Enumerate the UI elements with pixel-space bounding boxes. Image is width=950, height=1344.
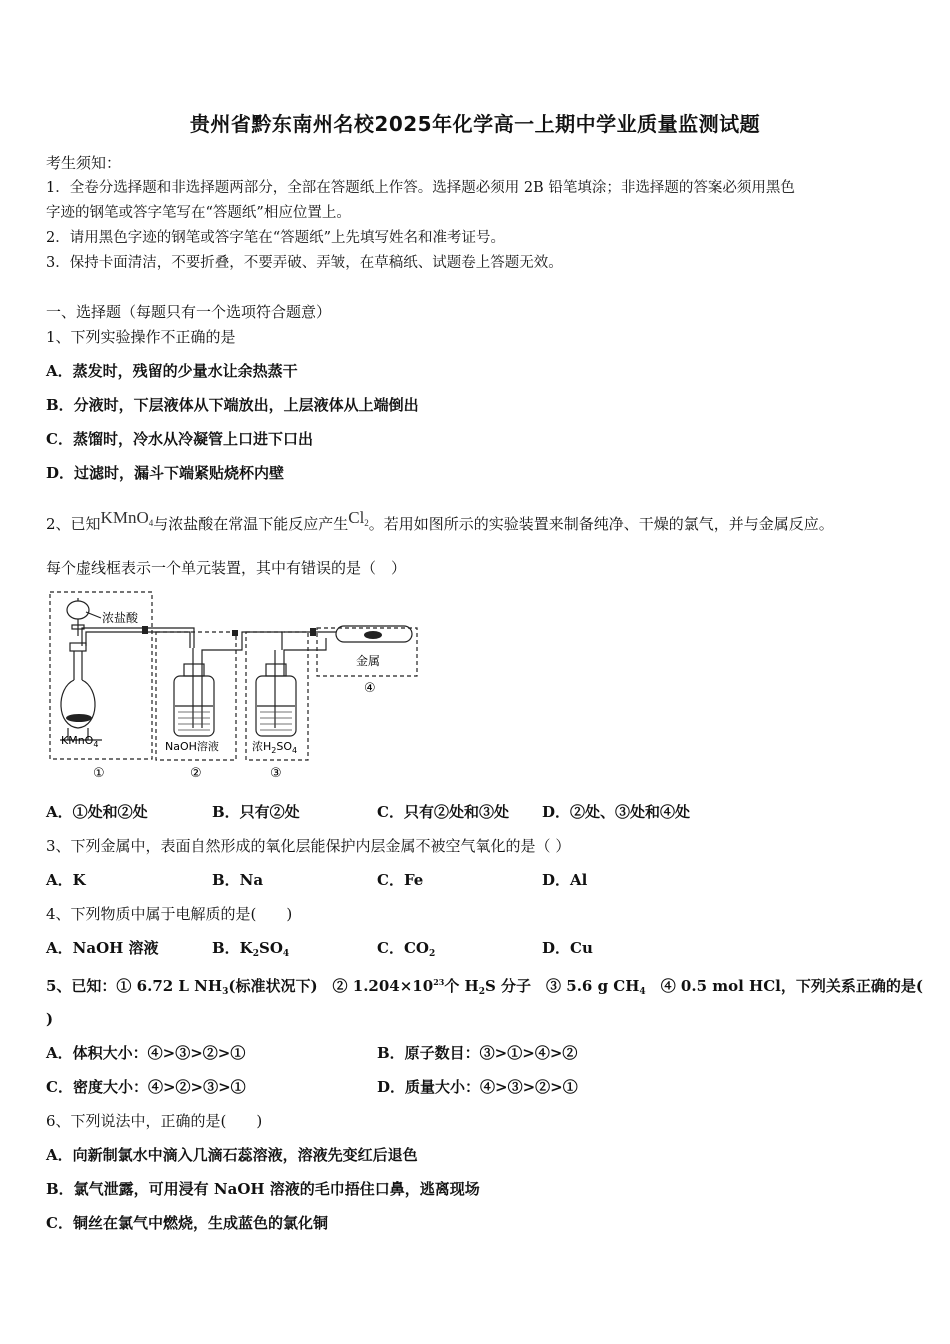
apparatus-figure: [46, 588, 426, 784]
notice-line-3: 3．保持卡面清洁，不要折叠，不要弄破、弄皱，在草稿纸、试题卷上答题无效。: [46, 255, 563, 271]
flask-stopper: [70, 643, 86, 651]
unit-number-2: ②: [190, 766, 202, 781]
q2-option-b: B．只有②处: [212, 803, 300, 821]
notice-heading: 考生须知：: [46, 154, 122, 172]
q3-option-b: B．Na: [212, 871, 264, 889]
q4-option-a: A．NaOH 溶液: [46, 939, 159, 957]
q3-stem: 3、下列金属中，表面自然形成的氧化层能保护内层金属不被空气氧化的是（ ）: [46, 837, 571, 855]
q5-option-d: D．质量大小：④>③>②>①: [377, 1078, 578, 1096]
separatory-funnel: [67, 601, 89, 619]
q3-option-d: D．Al: [542, 871, 588, 889]
q3-option-a: A．K: [46, 871, 86, 889]
q2-text-2: 与浓盐酸在常温下能反应产生: [153, 515, 349, 533]
q6-option-a: A．向新制氯水中滴入几滴石蕊溶液，溶液先变红后退色: [46, 1146, 418, 1164]
unit-number-4: ④: [364, 681, 376, 696]
q2-option-c: C．只有②处和③处: [377, 803, 509, 821]
formula-cl2: $Cl_2$: [348, 508, 369, 528]
q2-stem-line2: 每个虚线框表示一个单元装置，其中有错误的是（ ）: [46, 559, 407, 577]
q6-stem: 6、下列说法中，正确的是( ): [46, 1112, 263, 1130]
q2-option-d: D．②处、③处和④处: [542, 803, 691, 821]
notice-line-2: 2．请用黑色字迹的钢笔或答字笔在“答题纸”上先填写姓名和准考证号。: [46, 230, 506, 246]
q5-stem: 5、已知：① 6.72 L $NH_3$(标准状况下) ② $1.204\times 10^{23}$个 $H_2S$ 分子 ③ 5.6 g $CH_4$ ④ 0.5 mol HCl，下列关系正确的是(: [46, 977, 923, 997]
q2-text-1: 2、已知: [46, 515, 101, 533]
label-h2so4: 浓$H_2SO_4$: [252, 740, 298, 755]
q3-option-c: C．Fe: [377, 871, 424, 889]
metal-sample: [364, 631, 382, 639]
formula-kmno4: KMnO$_4$: [100, 508, 154, 528]
notice-line-1b: 字迹的钢笔或答字笔写在“答题纸”相应位置上。: [46, 205, 351, 221]
q4-option-b: B．$K_2SO_4$: [212, 939, 290, 959]
q4-stem: 4、下列物质中属于电解质的是( ): [46, 905, 293, 923]
q2-text-3: 。若用如图所示的实验装置来制备纯净、干燥的氯气，并与金属反应。: [368, 515, 834, 533]
q1-option-c: C．蒸馏时，冷水从冷凝管上口进下口出: [46, 430, 313, 448]
q2-option-a: A．①处和②处: [46, 803, 148, 821]
section-heading: 一、选择题（每题只有一个选项符合题意）: [46, 303, 332, 321]
q6-option-c: C．铜丝在氯气中燃烧，生成蓝色的氯化铜: [46, 1214, 328, 1232]
q4-option-c: C．$CO_2$: [377, 939, 436, 959]
label-conc-hcl: 浓盐酸: [102, 611, 139, 625]
q1-option-d: D．过滤时，漏斗下端紧贴烧杯内壁: [46, 464, 285, 482]
notice-line-1: 1．全卷分选择题和非选择题两部分，全部在答题纸上作答。选择题必须用 2B 铅笔填涂；非选择题的答案必须用黑色: [46, 180, 795, 196]
q5-option-b: B．原子数目：③>①>④>②: [377, 1044, 578, 1062]
q1-option-a: A．蒸发时，残留的少量水让余热蒸干: [46, 362, 298, 380]
label-metal: 金属: [356, 654, 381, 668]
q4-option-d: D．Cu: [542, 939, 593, 957]
label-naoh: NaOH溶液: [165, 740, 219, 753]
q5-option-c: C．密度大小：④>②>③>①: [46, 1078, 246, 1096]
q1-option-b: B．分液时，下层液体从下端放出，上层液体从上端倒出: [46, 396, 419, 414]
unit-number-3: ③: [270, 766, 282, 781]
kmno4-solid: [66, 714, 92, 722]
q5-stem-close: ): [46, 1010, 54, 1028]
label-kmno4: KMnO$_4$: [61, 734, 99, 749]
q2-stem: [46, 508, 834, 534]
page-title: 贵州省黔东南州名校2025年化学高一上期中学业质量监测试题: [189, 112, 761, 136]
q1-stem: 1、下列实验操作不正确的是: [46, 328, 236, 346]
q6-option-b: B．氯气泄露，可用浸有 NaOH 溶液的毛巾捂住口鼻，逃离现场: [46, 1180, 480, 1198]
unit-number-1: ①: [93, 766, 105, 781]
gas-tube-1: [82, 628, 194, 648]
q5-option-a: A．体积大小：④>③>②>①: [46, 1044, 246, 1062]
